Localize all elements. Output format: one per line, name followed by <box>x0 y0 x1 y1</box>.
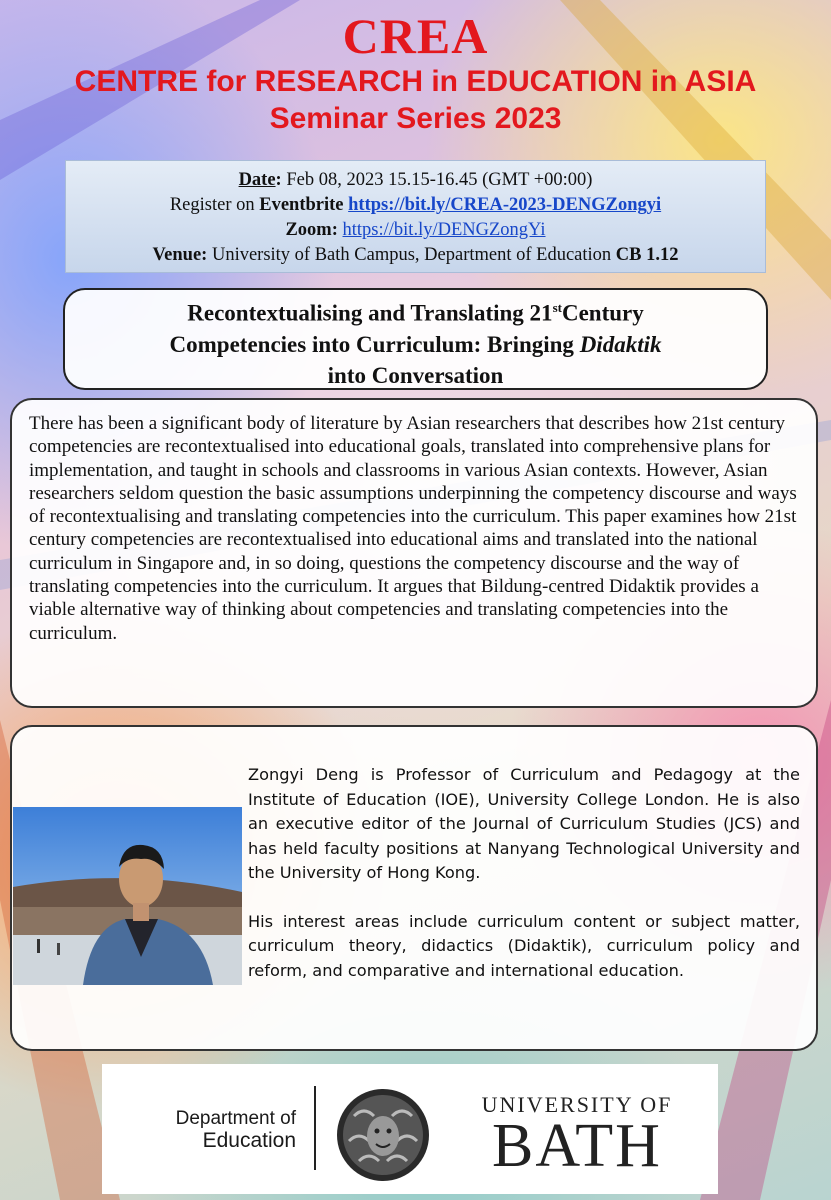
university-name-big: BATH <box>492 1112 662 1180</box>
university-seal-icon <box>334 1086 432 1184</box>
register-platform: Eventbrite <box>259 195 344 215</box>
register-prefix: Register on <box>169 195 255 215</box>
venue-value: University of Bath Campus, Department of Education <box>211 245 612 265</box>
talk-title-line3: into Conversation <box>327 362 504 388</box>
venue-room: CB 1.12 <box>615 245 679 265</box>
talk-title-part2: Century <box>561 300 644 326</box>
talk-title-line2a: Competencies into Curriculum: Bringing <box>169 331 574 357</box>
date-label: Date <box>238 170 276 190</box>
talk-title-part1: Recontextualising and Translating 21 <box>187 300 553 326</box>
speaker-bio-paragraph-2: His interest areas include curriculum content or subject matter, curriculum theory, didactics (Didaktik), curriculum policy and reform, and comparative and international education. <box>248 911 800 980</box>
seminar-series-title: Seminar Series 2023 <box>269 102 562 135</box>
abstract-text: There has been a significant body of literature by Asian researchers that describes how 21st century competencies are recontextualised into educational goals, translated into comprehensive plans for implementation, and taught in schools and classrooms in various Asian contexts. However, Asian researchers seldom question the basic assumptions underpinning the competency discourse and ways of recontextualising and translating competencies into the curriculum. This paper examines how 21st century competencies are recontextualised into educational aims and translated into the national curriculum in Singapore and, in so doing, questions the competency discourse and the way of translating competencies into the curriculum. It argues that Bildung-centred Didaktik provides a viable alternative way of thinking about competencies and translating competencies into the curriculum. <box>29 413 797 644</box>
university-name-small: UNIVERSITY OF <box>481 1092 673 1117</box>
dept-line1: Department of <box>175 1108 296 1129</box>
poster-header <box>0 8 831 138</box>
date-line: Date: Feb 08, 2023 15.15-16.45 (GMT +00:00) <box>238 170 593 190</box>
department-logo <box>126 1108 296 1152</box>
zoom-link[interactable]: https://bit.ly/DENGZongYi <box>342 220 546 240</box>
date-value: Feb 08, 2023 15.15-16.45 (GMT +00:00) <box>286 170 593 190</box>
speaker-bio-paragraph-1: Zongyi Deng is Professor of Curriculum and Pedagogy at the Institute of Education (IOE), University College London. He is also an executive editor of the Journal of Curriculum Studies (JCS) and has held faculty positions at Nanyang Technological University and the University of Hong Kong. <box>248 765 800 882</box>
crea-title: CREA <box>342 8 489 64</box>
talk-title-line2 <box>65 329 766 360</box>
speaker-photo-illustration <box>13 807 242 985</box>
talk-title-italic: Didaktik <box>579 331 662 357</box>
speaker-bio-text <box>248 763 800 1007</box>
dept-line2: Education <box>202 1129 296 1152</box>
talk-title-box <box>63 288 768 390</box>
centre-name: CENTRE for RESEARCH in EDUCATION in ASIA <box>74 65 757 98</box>
zoom-label: Zoom <box>285 220 332 240</box>
venue-line <box>66 243 765 268</box>
logo-divider <box>314 1086 316 1170</box>
abstract-box <box>10 398 818 708</box>
speaker-photo <box>13 807 242 985</box>
zoom-line: Zoom: https://bit.ly/DENGZongYi <box>285 220 546 240</box>
event-info-box <box>65 160 766 273</box>
talk-title-line1 <box>65 292 766 329</box>
talk-title-sup: st <box>552 300 562 315</box>
register-line <box>66 193 765 218</box>
eventbrite-link[interactable]: https://bit.ly/CREA-2023-DENGZongyi <box>348 195 662 215</box>
venue-label: Venue: <box>152 245 208 265</box>
logo-bar <box>102 1064 718 1194</box>
